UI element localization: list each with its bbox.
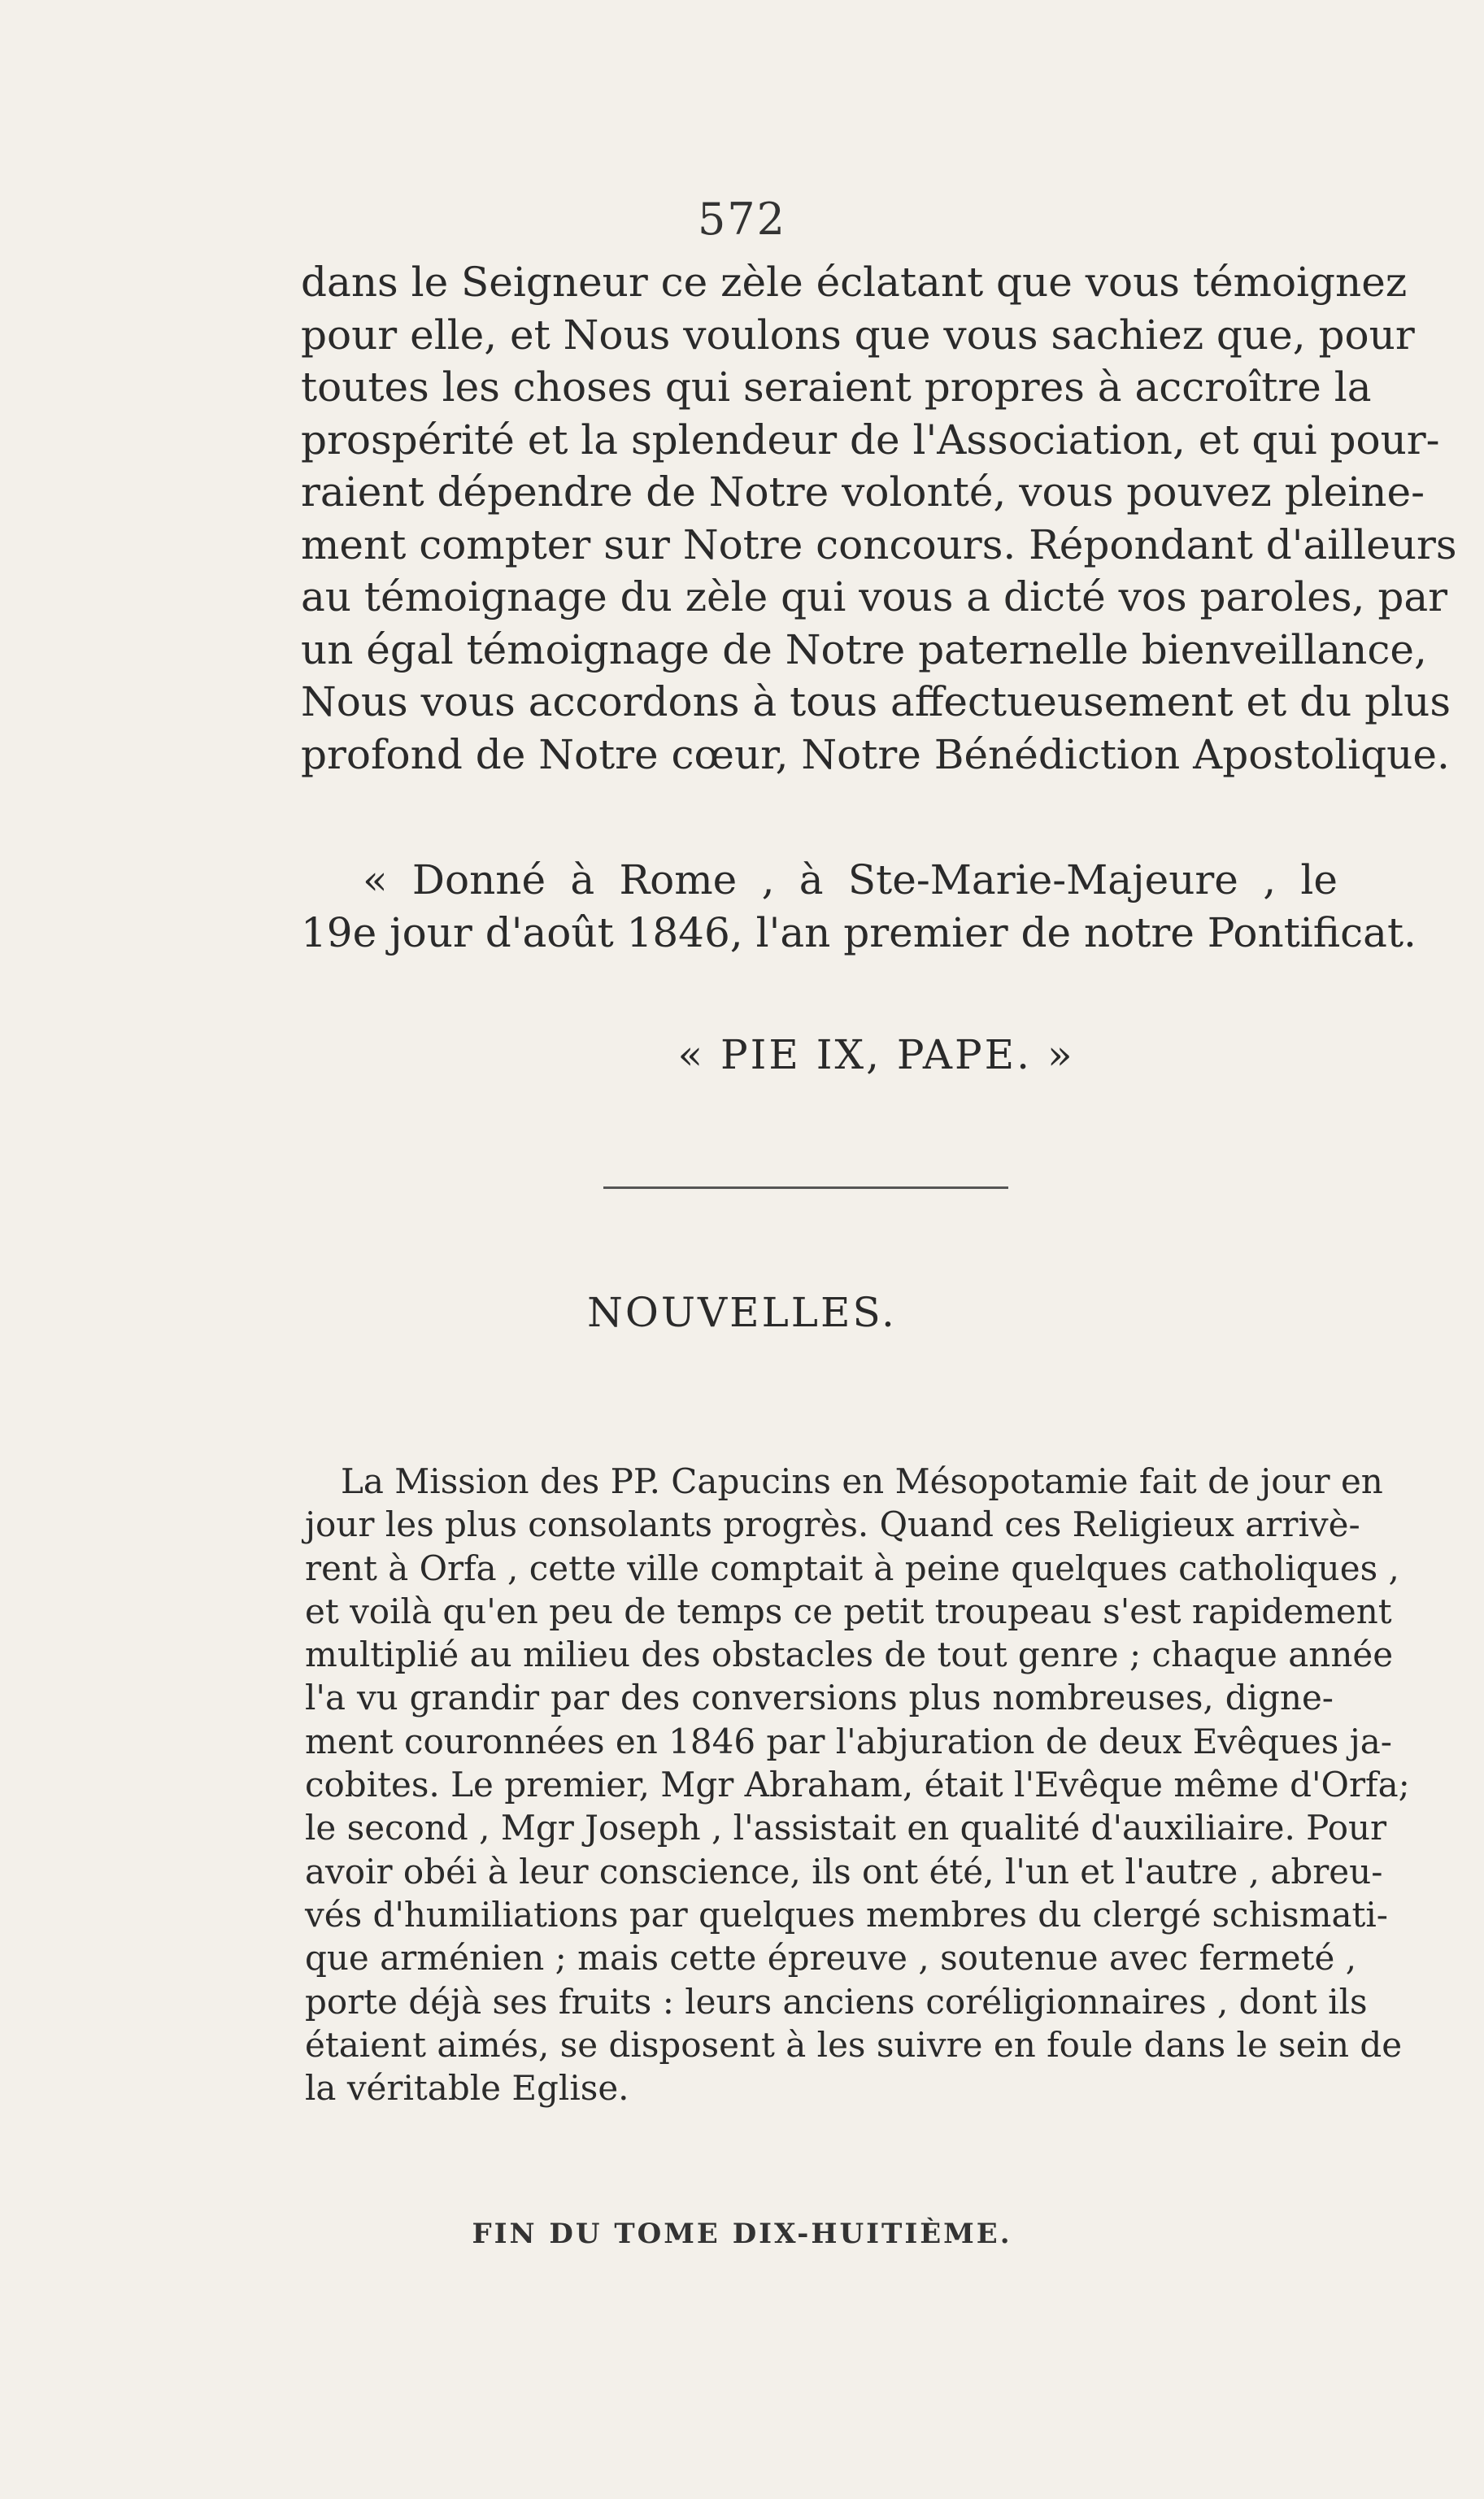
page-number: 572 — [697, 194, 787, 245]
text-line: prospérité et la splendeur de l'Association, et qui pour- — [301, 416, 1440, 464]
text-line: étaient aimés, se disposent à les suivre en foule dans le sein de — [305, 2024, 1403, 2065]
text-line: toutes les choses qui seraient propres à accroître la — [301, 364, 1372, 411]
text-line: le second , Mgr Joseph , l'assistait en qualité d'auxiliaire. Pour — [305, 1808, 1387, 1848]
text-line: au témoignage du zèle qui vous a dicté vos paroles, par — [301, 573, 1448, 620]
text-line: pour elle, et Nous voulons que vous sachiez que, pour — [301, 311, 1415, 359]
text-line: dans le Seigneur ce zèle éclatant que vous témoignez — [301, 259, 1408, 306]
end-of-volume-note: FIN DU TOME DIX-HUITIÈME. — [472, 2218, 1012, 2250]
text-line: la véritable Eglise. — [305, 2068, 629, 2109]
text-line: un égal témoignage de Notre paternelle bienveillance, — [301, 625, 1427, 673]
text-line: vés d'humiliations par quelques membres du clergé schismati- — [305, 1894, 1388, 1935]
text-line: raient dépendre de Notre volonté, vous pouvez pleine- — [301, 468, 1425, 516]
text-line: ment compter sur Notre concours. Répondant d'ailleurs — [301, 520, 1457, 568]
text-line: La Mission des PP. Capucins en Mésopotamie fait de jour en — [341, 1461, 1383, 1501]
text-line: que arménien ; mais cette épreuve , soutenue avec fermeté , — [305, 1938, 1357, 1979]
text-line: profond de Notre cœur, Notre Bénédiction Apostolique. — [301, 730, 1450, 778]
text-line: ment couronnées en 1846 par l'abjuration de deux Evêques ja- — [305, 1721, 1392, 1761]
section-divider — [603, 1186, 1008, 1189]
news-paragraph — [305, 1460, 1410, 2109]
text-line: multiplié au milieu des obstacles de tout genre ; chaque année — [305, 1635, 1394, 1675]
text-line: jour les plus consolants progrès. Quand ces Religieux arrivè- — [305, 1504, 1360, 1545]
closing-paragraph — [301, 854, 1417, 959]
section-title: NOUVELLES. — [587, 1289, 897, 1336]
text-line: « Donné à Rome , à Ste-Marie-Majeure , le — [363, 856, 1338, 903]
text-line: 19e jour d'août 1846, l'an premier de notre Pontificat. — [301, 908, 1417, 956]
text-line: et voilà qu'en peu de temps ce petit troupeau s'est rapidement — [305, 1591, 1392, 1631]
text-line: cobites. Le premier, Mgr Abraham, était l'Evêque même d'Orfa; — [305, 1765, 1410, 1805]
text-line: porte déjà ses fruits : leurs anciens coréligionnaires , dont ils — [305, 1981, 1368, 2022]
letter-paragraph — [301, 256, 1457, 781]
text-line: l'a vu grandir par des conversions plus nombreuses, digne- — [305, 1678, 1334, 1718]
text-line: Nous vous accordons à tous affectueusement et du plus — [301, 678, 1451, 725]
text-line: rent à Orfa , cette ville comptait à peine quelques catholiques , — [305, 1548, 1399, 1588]
signature: « PIE IX, PAPE. » — [677, 1031, 1075, 1078]
text-line: avoir obéi à leur conscience, ils ont été, l'un et l'autre , abreu- — [305, 1851, 1383, 1892]
